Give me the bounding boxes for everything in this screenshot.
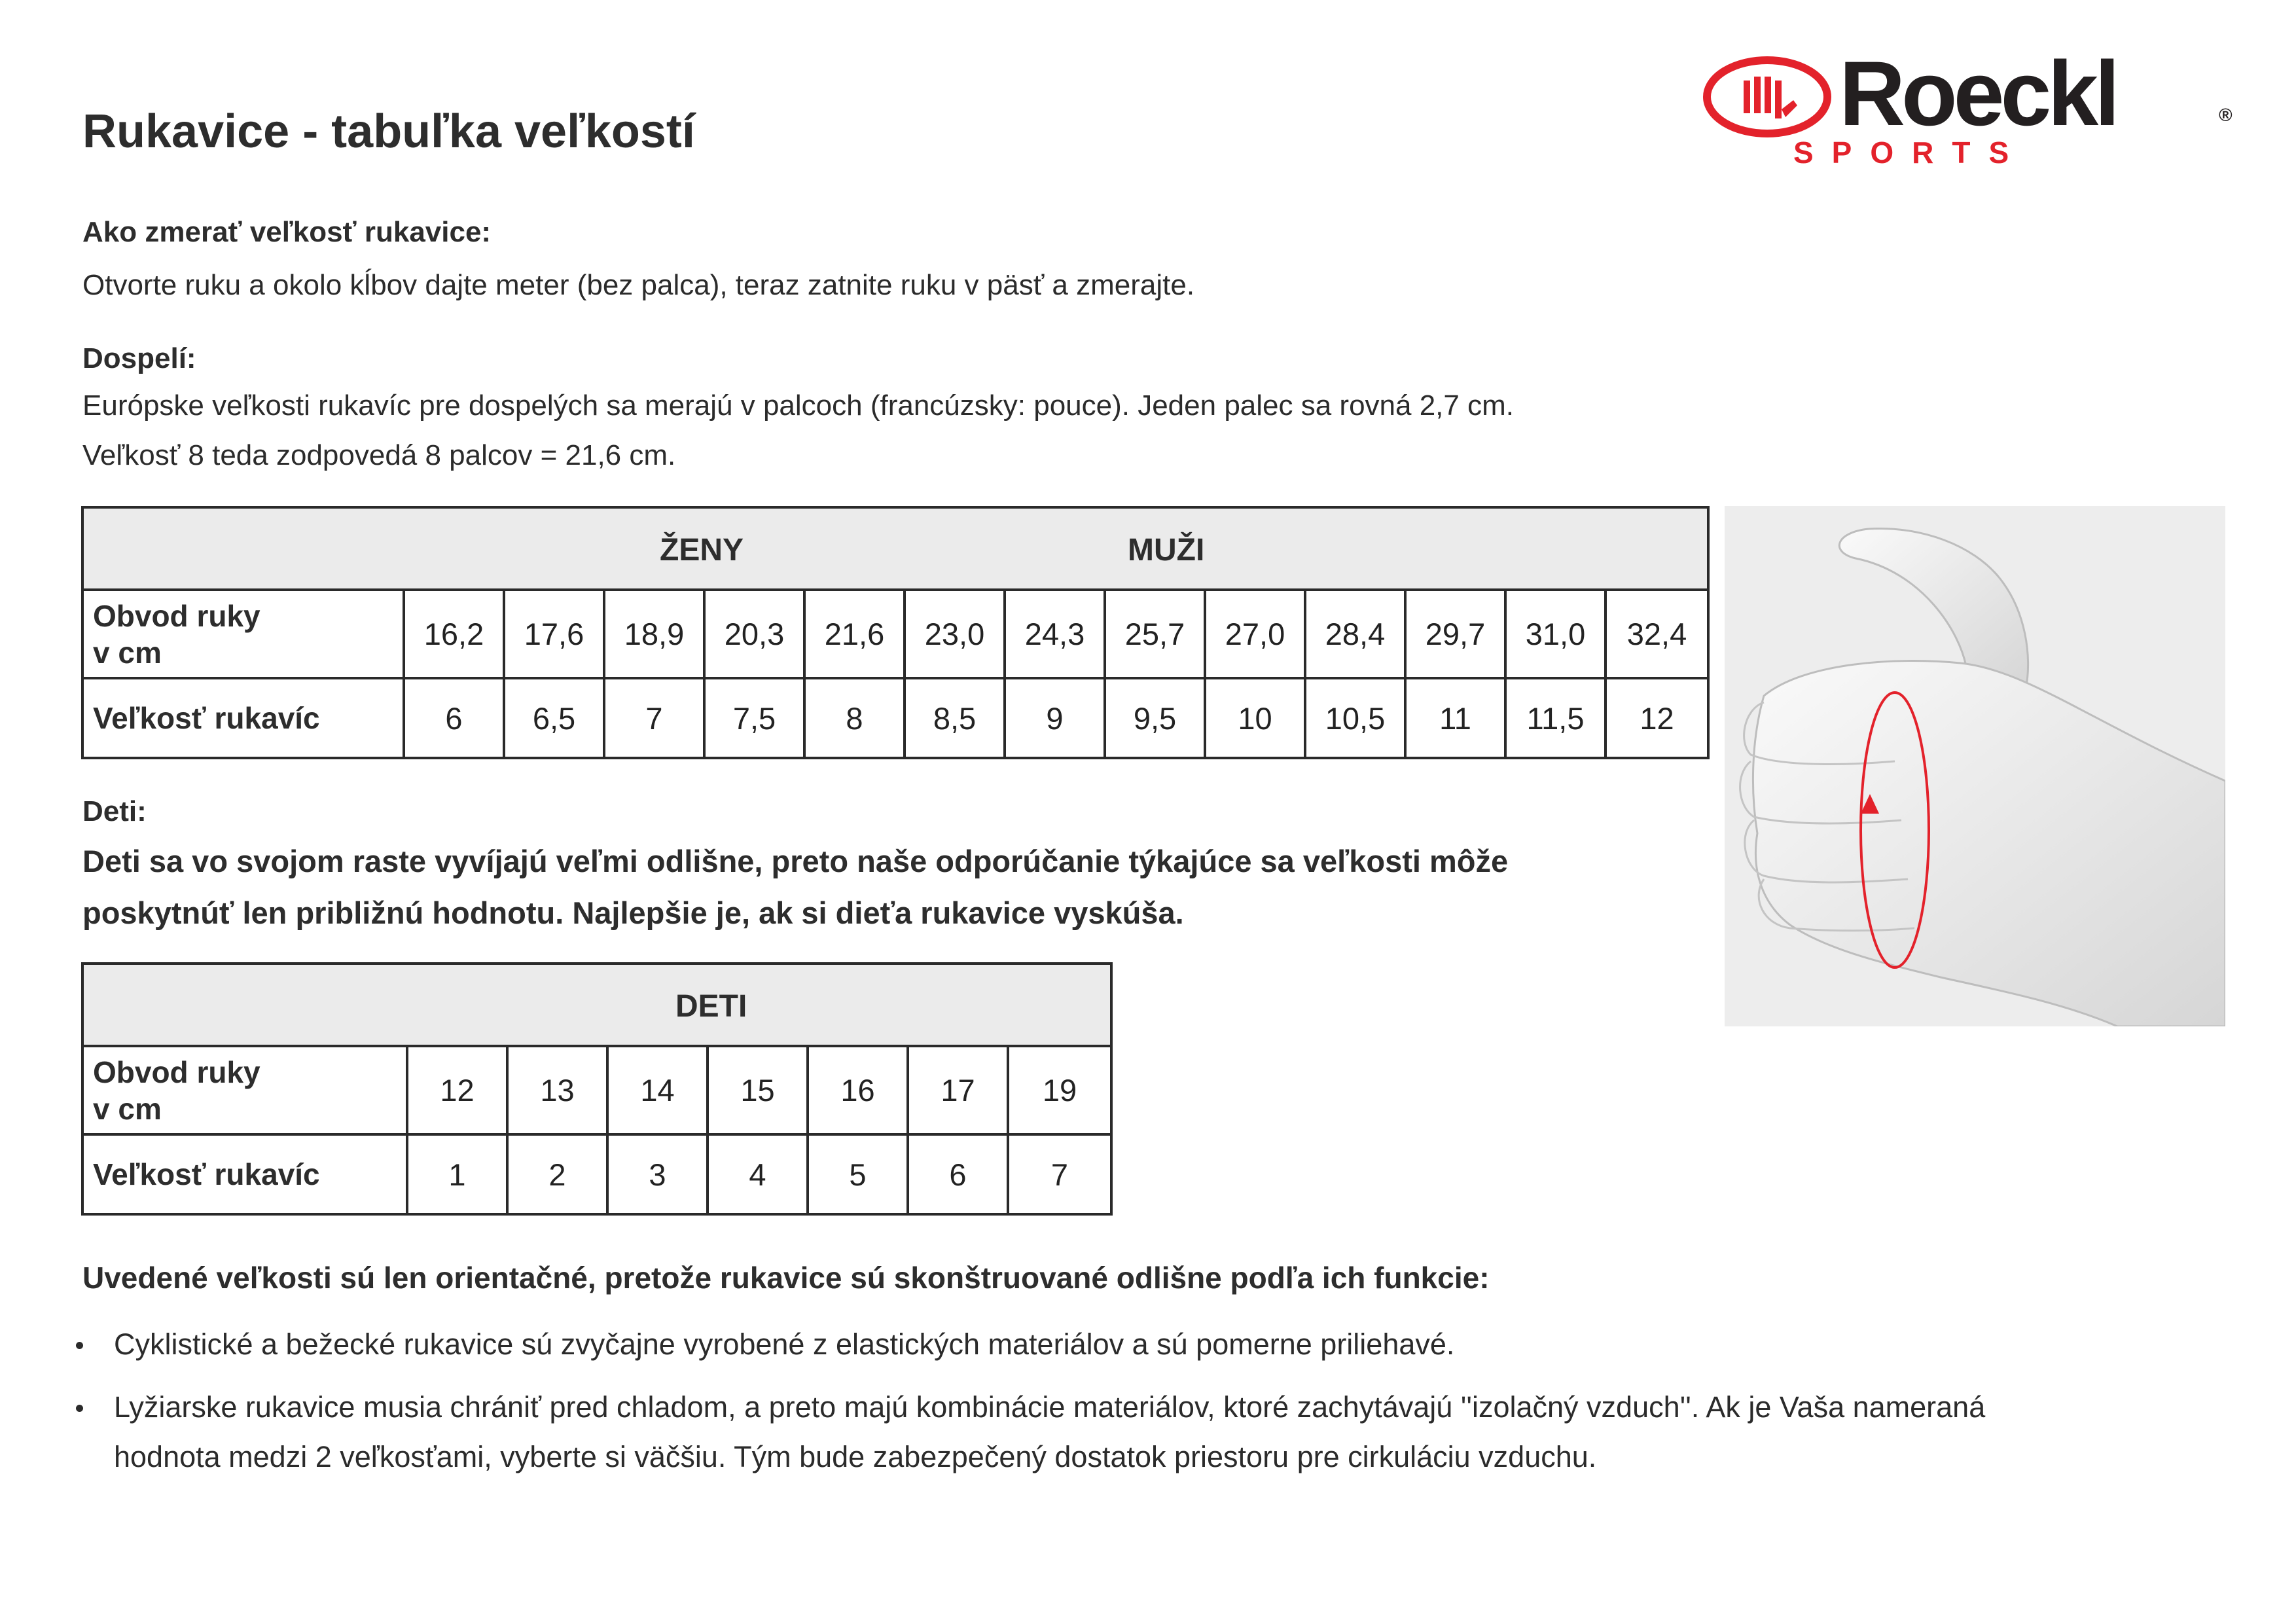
- table-cell: 6,5: [504, 678, 604, 758]
- table-cell: 6: [908, 1134, 1008, 1214]
- list-item: [76, 1382, 1985, 1482]
- hand-measure-illustration: [1725, 506, 2225, 1026]
- bullet-text-line2: hodnota medzi 2 veľkosťami, vyberte si väčšiu. Tým bude zabezpečený dostatok priestoru pre cirkuláciu vzduchu.: [114, 1440, 1597, 1473]
- table-cell: 17,6: [504, 590, 604, 678]
- table-cell: 32,4: [1605, 590, 1708, 678]
- row-label-circumference: [82, 590, 404, 678]
- table-cell: 8,5: [905, 678, 1005, 758]
- notes-heading: Uvedené veľkosti sú len orientačné, pretože rukavice sú skonštruované odlišne podľa ich funkcie:: [82, 1261, 1490, 1295]
- table-cell: 16,2: [404, 590, 504, 678]
- table-cell: 11,5: [1505, 678, 1605, 758]
- table-cell: 17: [908, 1046, 1008, 1134]
- kids-text-line1: Deti sa vo svojom raste vyvíjajú veľmi odlišne, preto naše odporúčanie týkajúce sa veľkosti môže: [82, 844, 1509, 878]
- table-cell: 1: [407, 1134, 507, 1214]
- table-cell: 21,6: [804, 590, 905, 678]
- measure-text: Otvorte ruku a okolo kĺbov dajte meter (bez palca), teraz zatnite ruku v päsť a zmerajte.: [82, 269, 1195, 301]
- table-cell: 10: [1205, 678, 1305, 758]
- table-cell: 3: [607, 1134, 708, 1214]
- logo-sports: SPORTS: [1793, 135, 2028, 170]
- roeckl-logo: [1702, 42, 2238, 170]
- table-cell: 18,9: [604, 590, 704, 678]
- adult-table-header: [82, 507, 1708, 590]
- roeckl-hand-icon: [1702, 54, 1833, 139]
- table-cell: 28,4: [1305, 590, 1405, 678]
- table-cell: 27,0: [1205, 590, 1305, 678]
- row-label-size: Veľkosť rukavíc: [82, 678, 404, 758]
- table-cell: 2: [507, 1134, 607, 1214]
- adults-text-line2: Veľkosť 8 teda zodpovedá 8 palcov = 21,6 cm.: [82, 439, 676, 471]
- table-cell: 13: [507, 1046, 607, 1134]
- header-women: ŽENY: [660, 533, 744, 568]
- table-cell: 7: [1008, 1134, 1111, 1214]
- table-cell: 9,5: [1105, 678, 1205, 758]
- table-cell: 8: [804, 678, 905, 758]
- table-cell: 11: [1405, 678, 1505, 758]
- table-cell: 24,3: [1005, 590, 1105, 678]
- kids-table-header: [82, 964, 1111, 1046]
- list-item: [76, 1320, 1985, 1369]
- adult-circumference-row: [82, 590, 1708, 678]
- row-label-line1: Obvod ruky: [93, 598, 260, 633]
- kids-size-table: [81, 962, 1113, 1216]
- table-cell: 19: [1008, 1046, 1111, 1134]
- table-cell: 31,0: [1505, 590, 1605, 678]
- adult-size-table-wrap: [81, 506, 1710, 759]
- page-title: Rukavice - tabuľka veľkostí: [82, 105, 695, 158]
- header-men: MUŽI: [1128, 533, 1205, 568]
- table-cell: 29,7: [1405, 590, 1505, 678]
- logo-wordmark: Roeckl: [1839, 42, 2117, 145]
- adult-size-row: [82, 678, 1708, 758]
- table-cell: 14: [607, 1046, 708, 1134]
- table-cell: 25,7: [1105, 590, 1205, 678]
- kids-heading: Deti:: [82, 795, 147, 827]
- table-cell: 20,3: [704, 590, 804, 678]
- row-label-line2: v cm: [93, 1091, 162, 1126]
- table-cell: 15: [708, 1046, 808, 1134]
- header-kids: DETI: [675, 989, 747, 1024]
- row-label-circumference: [82, 1046, 407, 1134]
- table-cell: 12: [1605, 678, 1708, 758]
- table-cell: 7,5: [704, 678, 804, 758]
- adults-text-line1: Európske veľkosti rukavíc pre dospelých sa merajú v palcoch (francúzsky: pouce). Jeden palec sa rovná 2,7 cm.: [82, 389, 1514, 422]
- table-cell: 10,5: [1305, 678, 1405, 758]
- kids-circumference-row: [82, 1046, 1111, 1134]
- table-cell: 23,0: [905, 590, 1005, 678]
- table-cell: 12: [407, 1046, 507, 1134]
- adult-size-table: [81, 506, 1710, 759]
- table-cell: 6: [404, 678, 504, 758]
- kids-text-line2: poskytnúť len približnú hodnotu. Najlepšie je, ak si dieťa rukavice vyskúša.: [82, 895, 1184, 930]
- bullet-text-line1: Lyžiarske rukavice musia chrániť pred chladom, a preto majú kombinácie materiálov, ktoré zachytávajú ''izolačný vzduch''. Ak je Vaša nameraná: [114, 1390, 1986, 1424]
- table-cell: 7: [604, 678, 704, 758]
- adults-heading: Dospelí:: [82, 342, 196, 374]
- table-cell: 4: [708, 1134, 808, 1214]
- measure-heading: Ako zmerať veľkosť rukavice:: [82, 216, 492, 248]
- bullet-text: Cyklistické a bežecké rukavice sú zvyčajne vyrobené z elastických materiálov a sú pomerne priliehavé.: [114, 1327, 1455, 1361]
- hand-icon: [1725, 506, 2225, 1026]
- kids-size-row: [82, 1134, 1111, 1214]
- logo-registered: ®: [2219, 105, 2233, 125]
- table-cell: 5: [808, 1134, 908, 1214]
- notes-list: [76, 1320, 1985, 1482]
- kids-size-table-wrap: [81, 962, 1113, 1216]
- table-cell: 9: [1005, 678, 1105, 758]
- row-label-size: Veľkosť rukavíc: [82, 1134, 407, 1214]
- row-label-line2: v cm: [93, 635, 162, 670]
- table-cell: 16: [808, 1046, 908, 1134]
- row-label-line1: Obvod ruky: [93, 1055, 260, 1089]
